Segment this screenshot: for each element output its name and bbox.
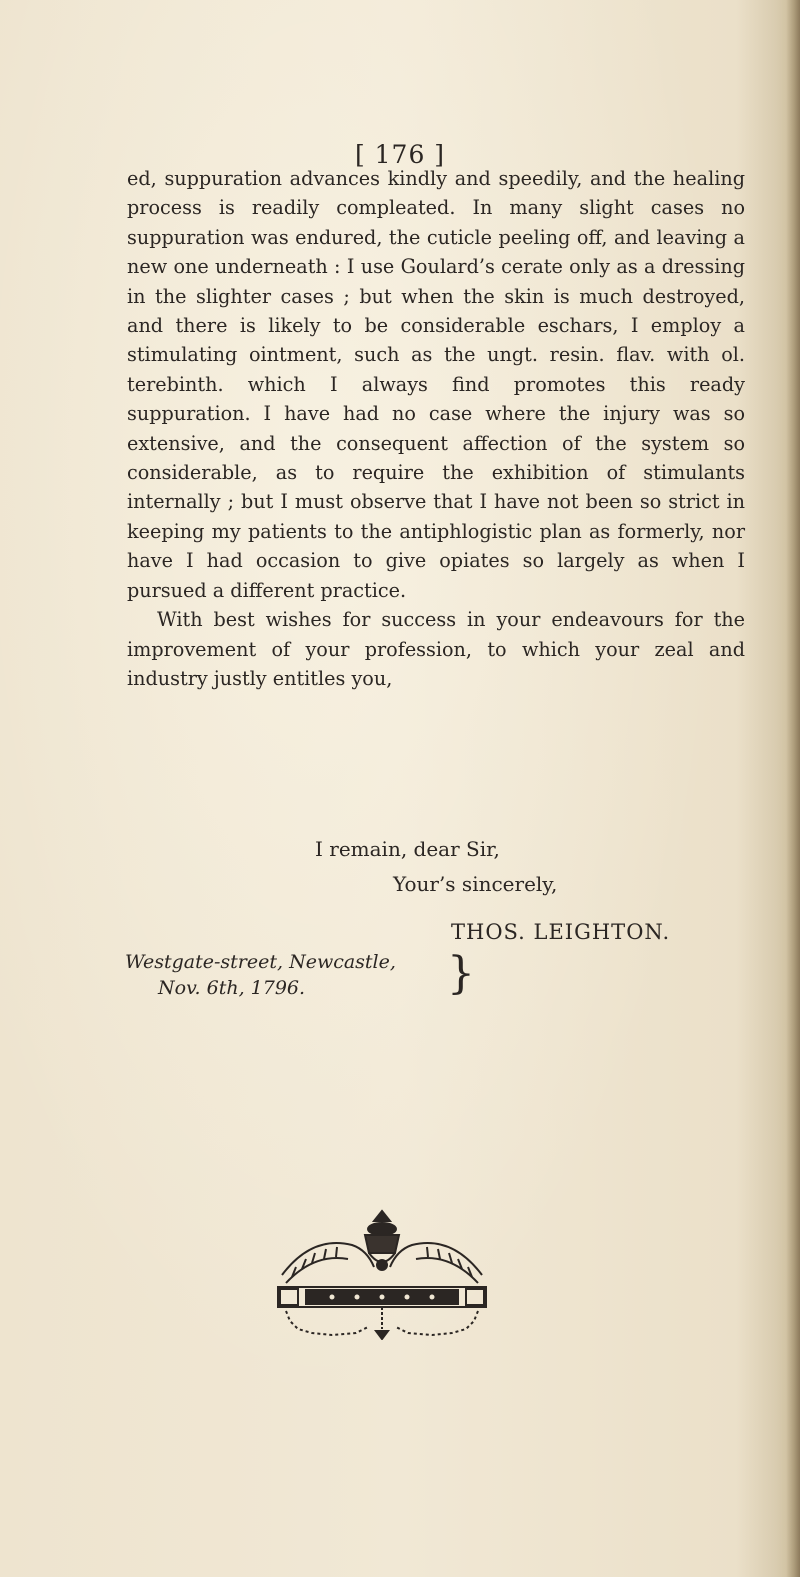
address-block (125, 948, 475, 1001)
signature: THOS. LEIGHTON. (451, 920, 671, 944)
address-date: Nov. 6th, 1796. (158, 977, 306, 999)
closing-sincerely: Your’s sincerely, (393, 872, 558, 896)
address-street: Westgate-street, Newcastle, (125, 951, 396, 973)
closing-remain: I remain, dear Sir, (315, 837, 500, 861)
letter-body (127, 164, 745, 693)
page-edge-shadow (786, 0, 800, 1577)
page-number: [ 176 ] (354, 140, 446, 169)
letter-paragraph-1: ed, suppuration advances kindly and speedily, and the healing process is readily compleated. In many slight cases no suppuration was endured, the cuticle peeling off, and leaving a new one underneath : I use Goulard’s cerate only as a dressing in the slighter cases ; but when the skin is much destroyed, and there is likely to be considerable eschars, I employ a stimulating ointment, such as the ungt. resin. flav. with ol. terebinth. which I always find promotes this ready suppuration. I have had no case where the injury was so extensive, and the consequent affection of the system so considerable, as to require the exhibition of stimulants internally ; but I must observe that I have not been so strict in keeping my patients to the antiphlogistic plan as formerly, nor have I had occasion to give opiates so largely as when I pursued a different practice. (127, 167, 745, 602)
decorative-urn-ornament-icon (272, 1205, 492, 1340)
letter-paragraph-2: With best wishes for success in your endeavours for the improvement of your profession, to which your zeal and industry justly entitles you, (127, 608, 745, 690)
brace-glyph: } (447, 948, 475, 999)
